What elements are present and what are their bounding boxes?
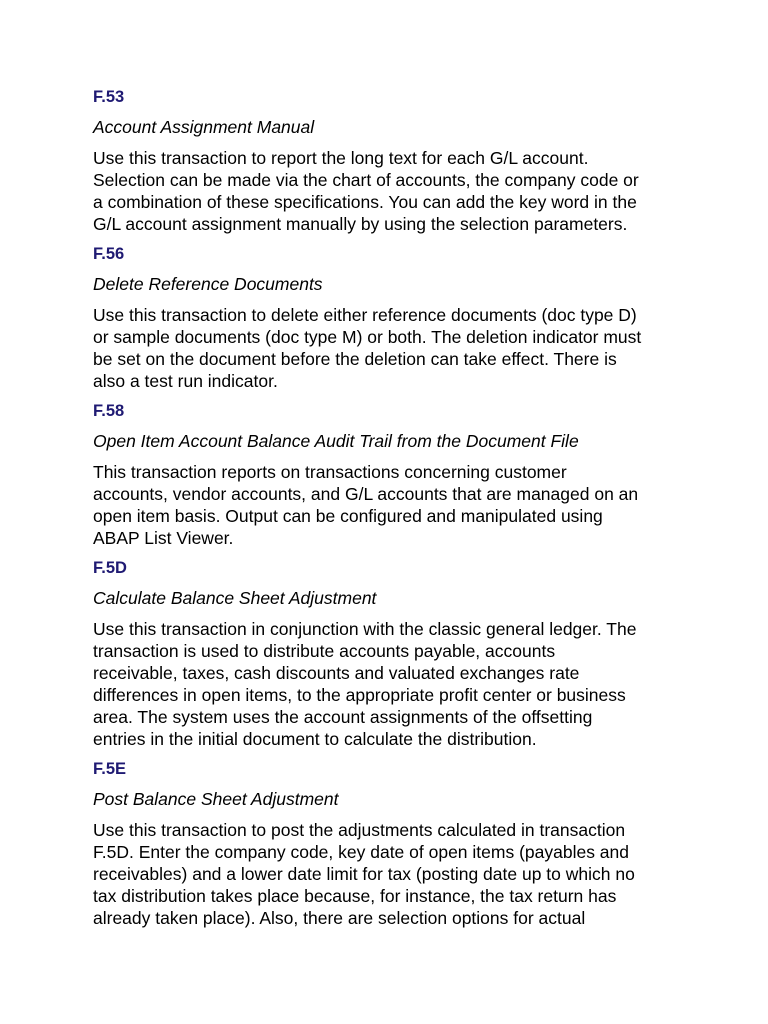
transaction-entry-f58 bbox=[93, 400, 693, 549]
transaction-code: F.56 bbox=[93, 245, 125, 263]
transaction-description bbox=[93, 819, 693, 929]
description-line: a combination of these specifications. You can add the key word in the bbox=[93, 192, 637, 212]
transaction-title: Calculate Balance Sheet Adjustment bbox=[93, 588, 377, 608]
description-line: This transaction reports on transactions concerning customer bbox=[93, 462, 567, 482]
transaction-title: Delete Reference Documents bbox=[93, 274, 323, 294]
description-line: G/L account assignment manually by using the selection parameters. bbox=[93, 214, 628, 234]
description-line: Use this transaction to delete either reference documents (doc type D) bbox=[93, 305, 637, 325]
description-line: already taken place). Also, there are selection options for actual bbox=[93, 908, 586, 928]
transaction-entry-f56 bbox=[93, 243, 693, 392]
transaction-title: Post Balance Sheet Adjustment bbox=[93, 789, 339, 809]
description-line: Use this transaction to post the adjustments calculated in transaction bbox=[93, 820, 626, 840]
transaction-description bbox=[93, 461, 693, 549]
description-line: tax distribution takes place because, for instance, the tax return has bbox=[93, 886, 617, 906]
description-line: be set on the document before the deletion can take effect. There is bbox=[93, 349, 617, 369]
description-line: or sample documents (doc type M) or both. The deletion indicator must bbox=[93, 327, 642, 347]
description-line: receivables) and a lower date limit for tax (posting date up to which no bbox=[93, 864, 635, 884]
transaction-code: F.5D bbox=[93, 559, 127, 577]
transaction-description bbox=[93, 618, 693, 750]
description-line: transaction is used to distribute accounts payable, accounts bbox=[93, 641, 556, 661]
description-line: ABAP List Viewer. bbox=[93, 528, 234, 548]
description-line: open item basis. Output can be configured and manipulated using bbox=[93, 506, 603, 526]
transaction-title: Open Item Account Balance Audit Trail from the Document File bbox=[93, 431, 579, 451]
transaction-entry-f5d bbox=[93, 557, 693, 750]
description-line: also a test run indicator. bbox=[93, 371, 278, 391]
transaction-title: Account Assignment Manual bbox=[93, 117, 315, 137]
description-line: F.5D. Enter the company code, key date of open items (payables and bbox=[93, 842, 630, 862]
transaction-code: F.53 bbox=[93, 88, 125, 106]
document-page bbox=[93, 86, 693, 937]
description-line: receivable, taxes, cash discounts and valuated exchanges rate bbox=[93, 663, 580, 683]
description-line: area. The system uses the account assignments of the offsetting bbox=[93, 707, 593, 727]
description-line: accounts, vendor accounts, and G/L accounts that are managed on an bbox=[93, 484, 639, 504]
transaction-entry-f53 bbox=[93, 86, 693, 235]
description-line: entries in the initial document to calculate the distribution. bbox=[93, 729, 537, 749]
description-line: differences in open items, to the appropriate profit center or business bbox=[93, 685, 626, 705]
description-line: Use this transaction in conjunction with the classic general ledger. The bbox=[93, 619, 637, 639]
transaction-description bbox=[93, 147, 693, 235]
transaction-entry-f5e bbox=[93, 758, 693, 929]
transaction-code: F.58 bbox=[93, 402, 125, 420]
transaction-description bbox=[93, 304, 693, 392]
transaction-code: F.5E bbox=[93, 760, 127, 778]
description-line: Selection can be made via the chart of accounts, the company code or bbox=[93, 170, 639, 190]
description-line: Use this transaction to report the long text for each G/L account. bbox=[93, 148, 589, 168]
